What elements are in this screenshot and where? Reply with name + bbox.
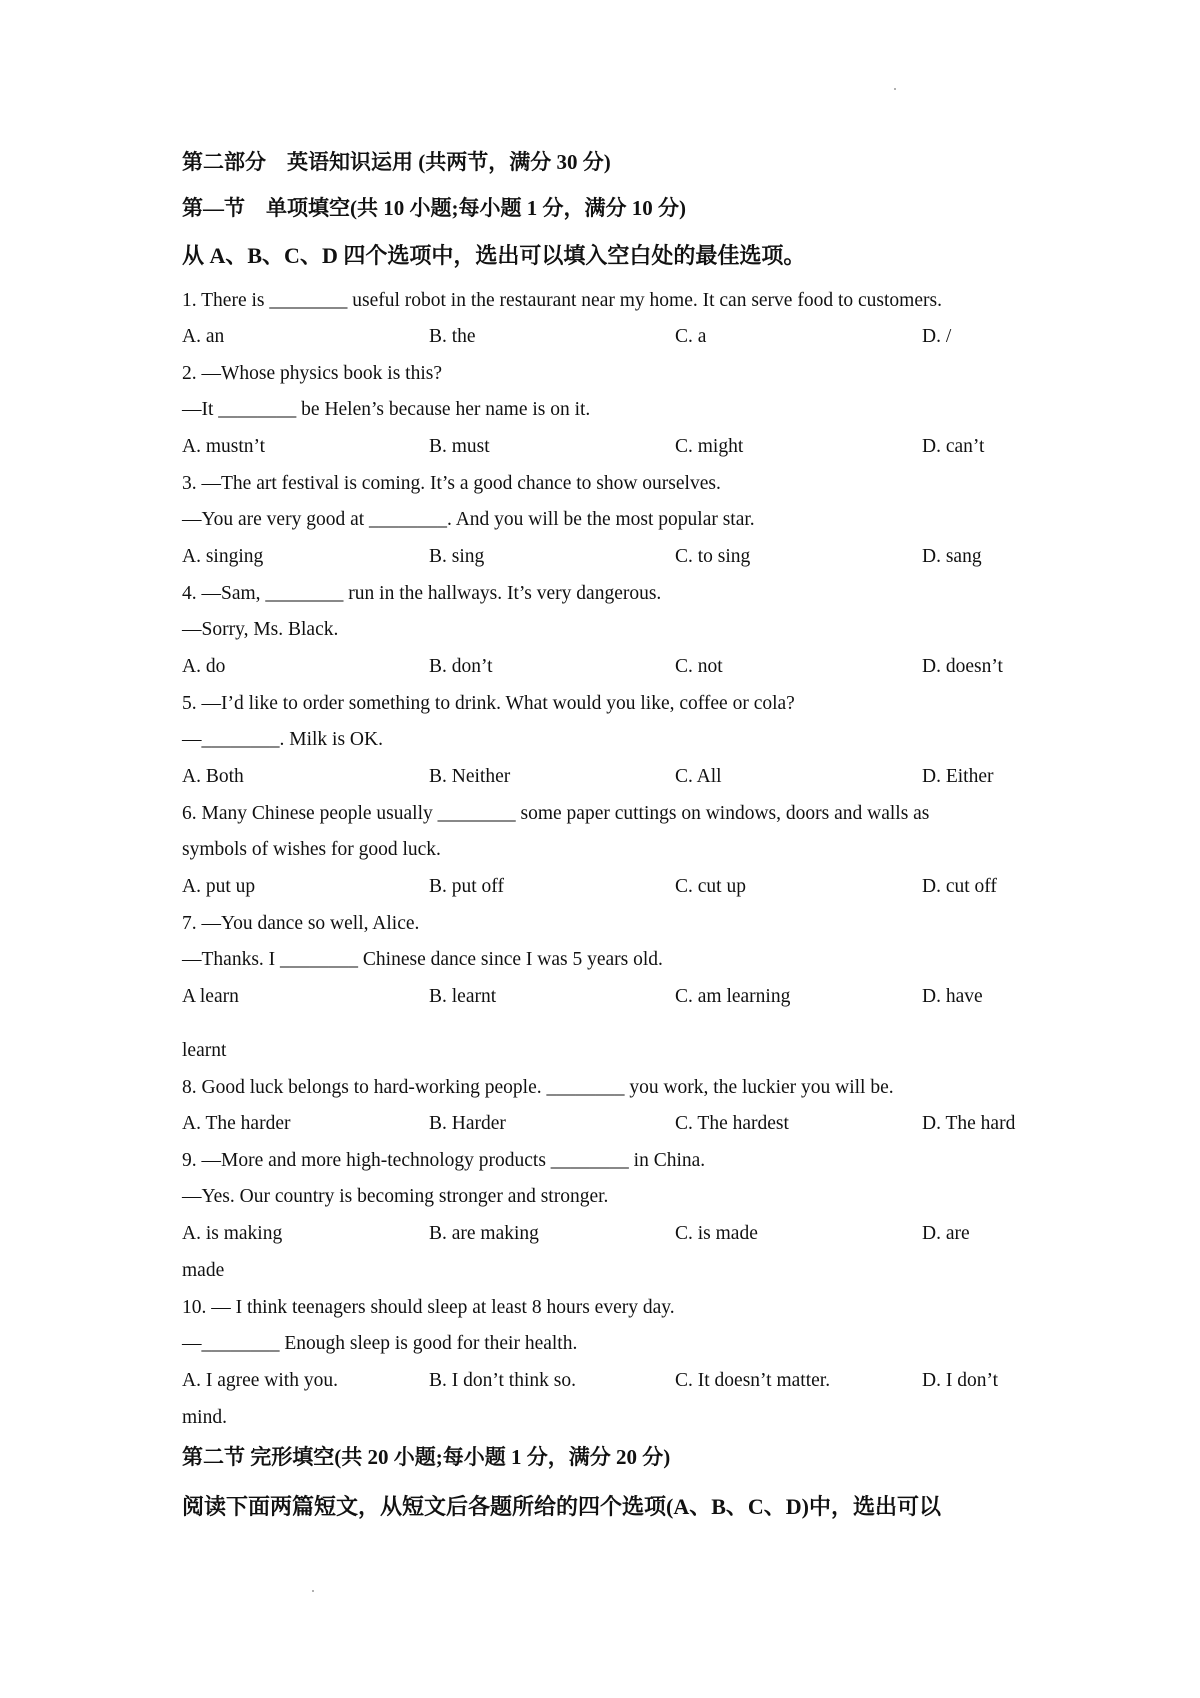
question-8-option-c: C. The hardest xyxy=(675,1113,789,1134)
question-2-option-d: D. can’t xyxy=(922,436,985,457)
question-10-option-a: A. I agree with you. xyxy=(182,1370,338,1391)
question-7-option-c: C. am learning xyxy=(675,986,791,1007)
question-1-stem: 1. There is ________ useful robot in the restaurant near my home. It can serve food to customers. xyxy=(182,290,942,311)
question-7-option-b: B. learnt xyxy=(429,986,497,1007)
question-4-option-a: A. do xyxy=(182,656,226,677)
question-10-stem: 10. — I think teenagers should sleep at least 8 hours every day. xyxy=(182,1297,675,1318)
question-9-reply: —Yes. Our country is becoming stronger and stronger. xyxy=(182,1186,609,1207)
question-10-option-c: C. It doesn’t matter. xyxy=(675,1370,831,1391)
question-1-option-d: D. / xyxy=(922,326,952,347)
question-5-option-a: A. Both xyxy=(182,766,244,787)
question-4-option-c: C. not xyxy=(675,656,723,677)
section2-instruction: 阅读下面两篇短文，从短文后各题所给的四个选项(A、B、C、D)中，选出可以 xyxy=(182,1494,941,1519)
question-3-option-a: A. singing xyxy=(182,546,264,567)
part-title: 第二部分 英语知识运用 (共两节，满分 30 分) xyxy=(182,150,611,174)
question-6-stem: 6. Many Chinese people usually ________ some paper cuttings on windows, doors and walls as xyxy=(182,803,930,824)
question-6-option-a: A. put up xyxy=(182,876,256,897)
question-8-option-a: A. The harder xyxy=(182,1113,291,1134)
question-7-stem: 7. —You dance so well, Alice. xyxy=(182,913,420,934)
question-3-option-c: C. to sing xyxy=(675,546,751,567)
question-10-reply: —________ Enough sleep is good for their health. xyxy=(182,1333,578,1354)
question-3-stem: 3. —The art festival is coming. It’s a good chance to show ourselves. xyxy=(182,473,721,494)
question-5-stem: 5. —I’d like to order something to drink. What would you like, coffee or cola? xyxy=(182,693,795,714)
question-6-stem-continued: symbols of wishes for good luck. xyxy=(182,839,441,860)
question-6-option-b: B. put off xyxy=(429,876,504,897)
question-9-option-c: C. is made xyxy=(675,1223,758,1244)
question-10-option-b: B. I don’t think so. xyxy=(429,1370,576,1391)
scan-speck xyxy=(894,88,896,90)
question-8-stem: 8. Good luck belongs to hard-working people. ________ you work, the luckier you will be. xyxy=(182,1077,894,1098)
question-7-option-d: D. have xyxy=(922,986,983,1007)
question-2-reply: —It ________ be Helen’s because her name is on it. xyxy=(182,399,591,420)
question-4-option-b: B. don’t xyxy=(429,656,493,677)
question-10-option-d: D. I don’t xyxy=(922,1370,999,1391)
question-5-option-c: C. All xyxy=(675,766,722,787)
question-10-option-d-continued: mind. xyxy=(182,1407,227,1428)
question-9-option-b: B. are making xyxy=(429,1223,539,1244)
question-4-reply: —Sorry, Ms. Black. xyxy=(182,619,339,640)
question-2-stem: 2. —Whose physics book is this? xyxy=(182,363,442,384)
scan-speck xyxy=(312,1590,314,1592)
question-4-option-d: D. doesn’t xyxy=(922,656,1003,677)
question-2-option-c: C. might xyxy=(675,436,744,457)
question-9-option-d-continued: made xyxy=(182,1260,225,1281)
question-7-option-d-continued: learnt xyxy=(182,1040,227,1061)
question-3-option-d: D. sang xyxy=(922,546,982,567)
question-8-option-d: D. The hard xyxy=(922,1113,1016,1134)
question-5-option-b: B. Neither xyxy=(429,766,511,787)
question-7-option-a: A learn xyxy=(182,986,239,1007)
question-3-option-b: B. sing xyxy=(429,546,485,567)
question-6-option-d: D. cut off xyxy=(922,876,997,897)
question-3-reply: —You are very good at ________. And you will be the most popular star. xyxy=(182,509,755,530)
question-4-stem: 4. —Sam, ________ run in the hallways. It’s very dangerous. xyxy=(182,583,662,604)
question-9-option-d: D. are xyxy=(922,1223,970,1244)
section2-title: 第二节 完形填空(共 20 小题;每小题 1 分，满分 20 分) xyxy=(182,1445,671,1469)
question-8-option-b: B. Harder xyxy=(429,1113,506,1134)
question-1-option-c: C. a xyxy=(675,326,707,347)
section1-instruction: 从 A、B、C、D 四个选项中，选出可以填入空白处的最佳选项。 xyxy=(182,243,806,268)
question-7-reply: —Thanks. I ________ Chinese dance since I was 5 years old. xyxy=(182,949,663,970)
section1-title: 第—节 单项填空(共 10 小题;每小题 1 分，满分 10 分) xyxy=(182,196,686,220)
question-2-option-b: B. must xyxy=(429,436,490,457)
question-9-stem: 9. —More and more high-technology products ________ in China. xyxy=(182,1150,706,1171)
question-6-option-c: C. cut up xyxy=(675,876,746,897)
question-1-option-a: A. an xyxy=(182,326,225,347)
question-1-option-b: B. the xyxy=(429,326,476,347)
question-5-option-d: D. Either xyxy=(922,766,994,787)
question-9-option-a: A. is making xyxy=(182,1223,283,1244)
question-2-option-a: A. mustn’t xyxy=(182,436,266,457)
question-5-reply: —________. Milk is OK. xyxy=(182,729,383,750)
